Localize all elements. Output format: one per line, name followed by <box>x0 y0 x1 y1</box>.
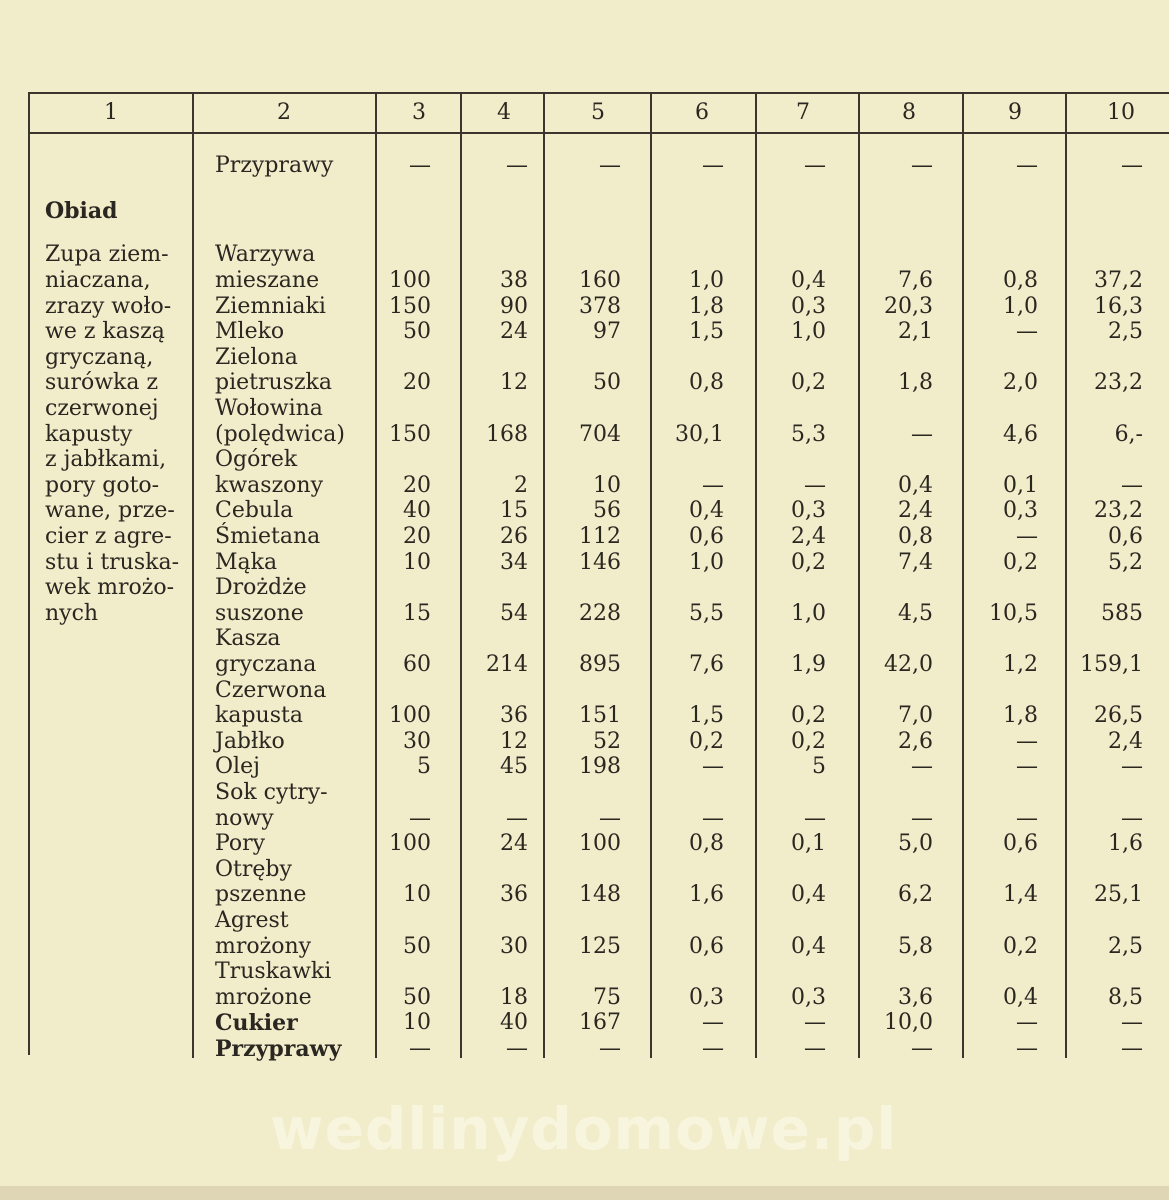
value-cell: 0,1 <box>1003 472 1038 498</box>
value-cell: 0,3 <box>791 293 826 319</box>
value-cell: 7,6 <box>898 268 933 293</box>
value-cell: 1,6 <box>1108 831 1143 857</box>
dish-description-line: nych <box>45 600 99 626</box>
value-cell: — <box>702 754 724 780</box>
value-cell: — <box>702 472 724 498</box>
value-cell: 90 <box>500 293 528 319</box>
value-cell: 5,2 <box>1108 549 1143 575</box>
value-cell: — <box>911 421 933 447</box>
value-cell: 12 <box>500 370 528 396</box>
ingredient-label: Czerwona <box>215 677 327 703</box>
value-cell: 2 <box>514 472 528 498</box>
value-cell: 146 <box>579 549 621 575</box>
dish-description-line: gryczaną, <box>45 344 154 370</box>
value-cell: 26,5 <box>1094 703 1143 729</box>
value-cell: — <box>1016 728 1038 754</box>
dish-description-line: wane, prze- <box>45 498 175 524</box>
value-cell: — <box>911 754 933 780</box>
value-cell: 148 <box>579 882 621 908</box>
ingredient-label: Cebula <box>215 498 294 524</box>
value-cell: 1,0 <box>791 319 826 345</box>
ingredient-label: mrożony <box>215 933 312 959</box>
value-cell: — <box>409 805 431 831</box>
value-cell: — <box>1121 1036 1143 1061</box>
value-cell: 167 <box>579 1010 621 1036</box>
column-header: 2 <box>277 100 291 125</box>
page-bottom-edge <box>0 1186 1169 1200</box>
value-cell: 10 <box>593 472 621 498</box>
value-cell: 150 <box>389 421 431 447</box>
value-cell: 40 <box>403 498 431 524</box>
ingredient-label: mieszane <box>215 268 320 293</box>
value-cell: 0,4 <box>1003 984 1038 1010</box>
dish-description-line: stu i truska- <box>45 549 180 575</box>
value-cell: 0,2 <box>791 370 826 396</box>
value-cell: 895 <box>579 652 621 677</box>
value-cell: 5,5 <box>689 600 724 626</box>
column-rule <box>858 93 860 1058</box>
value-cell: 7,6 <box>689 652 724 677</box>
value-cell: 30 <box>403 728 431 754</box>
dish-description-line: kapusty <box>45 421 133 447</box>
value-cell: 1,5 <box>689 319 724 345</box>
value-cell: — <box>804 805 826 831</box>
value-cell: 2,4 <box>898 498 933 524</box>
value-cell: — <box>1016 754 1038 780</box>
dish-description-line: niaczana, <box>45 268 151 293</box>
dish-description-line: pory goto- <box>45 472 160 498</box>
column-header: 6 <box>695 100 709 125</box>
value-cell: 36 <box>500 703 528 729</box>
value-cell: 1,0 <box>1003 293 1038 319</box>
ingredient-label: Ogórek <box>215 447 298 473</box>
meal-heading: Obiad <box>45 198 118 224</box>
value-cell: 20 <box>403 524 431 549</box>
value-cell: 10 <box>403 549 431 575</box>
column-header: 5 <box>591 100 605 125</box>
value-cell: — <box>1016 1010 1038 1036</box>
column-header: 8 <box>902 100 916 125</box>
ingredient-label: Warzywa <box>215 242 316 268</box>
value-cell: — <box>409 1036 431 1061</box>
column-header: 9 <box>1008 100 1022 125</box>
column-header: 3 <box>412 100 426 125</box>
value-cell: 1,2 <box>1003 652 1038 677</box>
value-cell: 54 <box>500 600 528 626</box>
value-cell: 378 <box>579 293 621 319</box>
value-cell: 159,1 <box>1080 652 1143 677</box>
value-cell: — <box>1121 754 1143 780</box>
ingredient-label: Pory <box>215 831 266 857</box>
value-cell: 2,1 <box>898 319 933 345</box>
value-cell: 1,0 <box>791 600 826 626</box>
value-cell: 2,0 <box>1003 370 1038 396</box>
value-cell: 585 <box>1101 600 1143 626</box>
value-cell: — <box>911 1036 933 1061</box>
value-cell: — <box>506 1036 528 1061</box>
value-cell: 34 <box>500 549 528 575</box>
value-cell: 52 <box>593 728 621 754</box>
value-cell: 6,2 <box>898 882 933 908</box>
value-cell: 0,3 <box>791 984 826 1010</box>
dish-description-line: z jabłkami, <box>45 447 167 473</box>
value-cell: 75 <box>593 984 621 1010</box>
value-cell: 10 <box>403 1010 431 1036</box>
value-cell: 704 <box>579 421 621 447</box>
value-cell: 151 <box>579 703 621 729</box>
value-cell: 5,8 <box>898 933 933 959</box>
value-cell: 0,1 <box>791 831 826 857</box>
column-header: 4 <box>497 100 511 125</box>
value-cell: 7,4 <box>898 549 933 575</box>
ingredient-label: kapusta <box>215 703 303 729</box>
ingredient-label: Drożdże <box>215 575 307 601</box>
value-cell: 18 <box>500 984 528 1010</box>
value-cell: 16,3 <box>1094 293 1143 319</box>
value-cell: — <box>804 1010 826 1036</box>
value-cell: 2,4 <box>1108 728 1143 754</box>
value-cell: 0,6 <box>689 524 724 549</box>
value-cell: — <box>599 805 621 831</box>
value-cell: 24 <box>500 319 528 345</box>
value-cell: 15 <box>500 498 528 524</box>
value-cell: 3,6 <box>898 984 933 1010</box>
value-cell: — <box>911 153 933 178</box>
column-rule <box>962 93 964 1058</box>
value-cell: 100 <box>389 268 431 293</box>
value-cell: 30 <box>500 933 528 959</box>
ingredient-label: Mąka <box>215 549 278 575</box>
ingredient-label: Sok cytry- <box>215 780 328 805</box>
value-cell: — <box>1016 1036 1038 1061</box>
value-cell: 0,2 <box>1003 549 1038 575</box>
value-cell: 25,1 <box>1094 882 1143 908</box>
ingredient-label: nowy <box>215 805 274 831</box>
dish-description-line: cier z agre- <box>45 524 172 549</box>
ingredient-label: Przyprawy <box>215 1036 342 1062</box>
column-rule <box>28 93 30 1055</box>
value-cell: 0,2 <box>791 549 826 575</box>
column-header: 7 <box>796 100 810 125</box>
value-cell: 0,4 <box>689 498 724 524</box>
value-cell: 40 <box>500 1010 528 1036</box>
value-cell: 50 <box>403 319 431 345</box>
value-cell: 0,8 <box>898 524 933 549</box>
value-cell: 10,0 <box>884 1010 933 1036</box>
table-top-rule <box>28 92 1169 94</box>
value-cell: 36 <box>500 882 528 908</box>
value-cell: 0,2 <box>791 703 826 729</box>
ingredient-label: Zielona <box>215 344 298 370</box>
value-cell: 12 <box>500 728 528 754</box>
value-cell: 1,8 <box>1003 703 1038 729</box>
column-header: 1 <box>104 100 118 125</box>
value-cell: 26 <box>500 524 528 549</box>
value-cell: 20 <box>403 472 431 498</box>
value-cell: 60 <box>403 652 431 677</box>
value-cell: — <box>804 1036 826 1061</box>
dish-description-line: wek mrożo- <box>45 575 175 601</box>
value-cell: 228 <box>579 600 621 626</box>
value-cell: 0,3 <box>791 498 826 524</box>
ingredient-label: suszone <box>215 600 304 626</box>
value-cell: 112 <box>579 524 621 549</box>
value-cell: 1,0 <box>689 268 724 293</box>
ingredient-label: Olej <box>215 754 260 780</box>
value-cell: 2,4 <box>791 524 826 549</box>
value-cell: 0,3 <box>689 984 724 1010</box>
value-cell: 0,8 <box>1003 268 1038 293</box>
ingredient-label: Otręby <box>215 856 292 882</box>
value-cell: 2,6 <box>898 728 933 754</box>
ingredient-label: Kasza <box>215 626 281 652</box>
ingredient-label: Jabłko <box>215 728 285 754</box>
value-cell: 0,8 <box>689 831 724 857</box>
value-cell: 23,2 <box>1094 370 1143 396</box>
column-rule <box>192 93 194 1058</box>
value-cell: — <box>1121 472 1143 498</box>
value-cell: 37,2 <box>1094 268 1143 293</box>
value-cell: — <box>506 805 528 831</box>
value-cell: 8,5 <box>1108 984 1143 1010</box>
value-cell: 1,9 <box>791 652 826 677</box>
value-cell: 5 <box>417 754 431 780</box>
column-rule <box>1065 93 1067 1058</box>
value-cell: — <box>702 805 724 831</box>
value-cell: 160 <box>579 268 621 293</box>
value-cell: 2,5 <box>1108 933 1143 959</box>
value-cell: 50 <box>593 370 621 396</box>
value-cell: — <box>804 153 826 178</box>
value-cell: 0,6 <box>689 933 724 959</box>
column-rule <box>543 93 545 1058</box>
column-header: 10 <box>1107 100 1135 125</box>
value-cell: 15 <box>403 600 431 626</box>
value-cell: 45 <box>500 754 528 780</box>
value-cell: — <box>702 1010 724 1036</box>
value-cell: — <box>1016 805 1038 831</box>
watermark: wedlinydomowe.pl <box>270 1095 898 1163</box>
ingredient-label: gryczana <box>215 652 317 677</box>
ingredient-label: pszenne <box>215 882 307 908</box>
value-cell: 1,8 <box>898 370 933 396</box>
value-cell: 1,6 <box>689 882 724 908</box>
value-cell: 42,0 <box>884 652 933 677</box>
value-cell: — <box>702 153 724 178</box>
value-cell: 20 <box>403 370 431 396</box>
value-cell: 50 <box>403 984 431 1010</box>
value-cell: 1,4 <box>1003 882 1038 908</box>
value-cell: — <box>702 1036 724 1061</box>
value-cell: 0,2 <box>791 728 826 754</box>
value-cell: 1,8 <box>689 293 724 319</box>
value-cell: 20,3 <box>884 293 933 319</box>
value-cell: — <box>1121 1010 1143 1036</box>
value-cell: 168 <box>486 421 528 447</box>
ingredient-label: kwaszony <box>215 472 324 498</box>
dish-description-line: we z kaszą <box>45 319 165 345</box>
ingredient-label: Mleko <box>215 319 285 345</box>
ingredient-label: Śmietana <box>215 524 321 549</box>
value-cell: 5 <box>812 754 826 780</box>
value-cell: 24 <box>500 831 528 857</box>
ingredient-label: Wołowina <box>215 396 323 421</box>
value-cell: 0,3 <box>1003 498 1038 524</box>
value-cell: — <box>599 153 621 178</box>
value-cell: 50 <box>403 933 431 959</box>
value-cell: 0,6 <box>1108 524 1143 549</box>
value-cell: — <box>1016 319 1038 345</box>
value-cell: 100 <box>389 703 431 729</box>
value-cell: 1,0 <box>689 549 724 575</box>
value-cell: — <box>911 805 933 831</box>
value-cell: — <box>1121 805 1143 831</box>
value-cell: — <box>804 472 826 498</box>
value-cell: 7,0 <box>898 703 933 729</box>
value-cell: — <box>506 153 528 178</box>
value-cell: 214 <box>486 652 528 677</box>
value-cell: 10 <box>403 882 431 908</box>
value-cell: 5,0 <box>898 831 933 857</box>
value-cell: 4,5 <box>898 600 933 626</box>
value-cell: 56 <box>593 498 621 524</box>
value-cell: — <box>1016 153 1038 178</box>
value-cell: 97 <box>593 319 621 345</box>
value-cell: — <box>1121 153 1143 178</box>
value-cell: 0,4 <box>898 472 933 498</box>
ingredient-label: Cukier <box>215 1010 298 1037</box>
table-header-rule <box>28 132 1169 134</box>
value-cell: 30,1 <box>675 421 724 447</box>
value-cell: 2,5 <box>1108 319 1143 345</box>
value-cell: — <box>1016 524 1038 549</box>
value-cell: 198 <box>579 754 621 780</box>
dish-description-line: zrazy woło- <box>45 293 172 319</box>
value-cell: 1,5 <box>689 703 724 729</box>
value-cell: 100 <box>579 831 621 857</box>
value-cell: 4,6 <box>1003 421 1038 447</box>
ingredient-label: pietruszka <box>215 370 332 396</box>
value-cell: 0,4 <box>791 882 826 908</box>
dish-description-line: surówka z <box>45 370 159 396</box>
ingredient-label: Agrest <box>215 908 289 933</box>
value-cell: 150 <box>389 293 431 319</box>
value-cell: 0,8 <box>689 370 724 396</box>
column-rule <box>650 93 652 1058</box>
ingredient-label: Ziemniaki <box>215 293 326 319</box>
ingredient-label: Przyprawy <box>215 153 334 178</box>
value-cell: 23,2 <box>1094 498 1143 524</box>
value-cell: 10,5 <box>989 600 1038 626</box>
value-cell: 0,4 <box>791 268 826 293</box>
ingredient-label: Truskawki <box>215 959 332 985</box>
value-cell: 38 <box>500 268 528 293</box>
value-cell: 0,4 <box>791 933 826 959</box>
dish-description-line: czerwonej <box>45 396 159 421</box>
value-cell: 0,2 <box>1003 933 1038 959</box>
ingredient-label: (polędwica) <box>215 421 345 447</box>
value-cell: 0,6 <box>1003 831 1038 857</box>
value-cell: 0,2 <box>689 728 724 754</box>
value-cell: 5,3 <box>791 421 826 447</box>
value-cell: — <box>599 1036 621 1061</box>
value-cell: 6,- <box>1114 421 1143 447</box>
dish-description-line: Zupa ziem- <box>45 242 169 268</box>
value-cell: 125 <box>579 933 621 959</box>
ingredient-label: mrożone <box>215 984 312 1010</box>
value-cell: 100 <box>389 831 431 857</box>
value-cell: — <box>409 153 431 178</box>
